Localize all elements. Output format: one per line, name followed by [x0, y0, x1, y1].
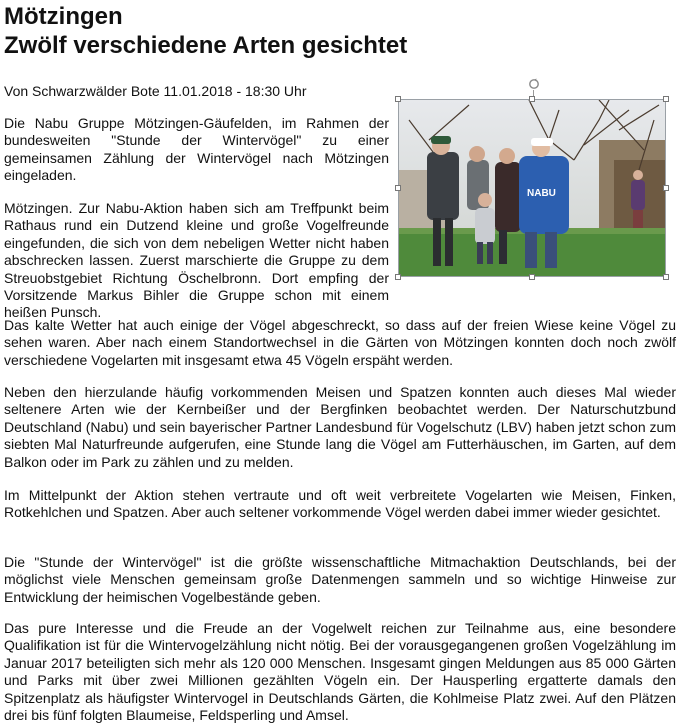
article-title	[4, 2, 680, 60]
resize-handle-n[interactable]	[529, 96, 535, 102]
paragraph-intro: Die Nabu Gruppe Mötzingen-Gäufelden, im Rahmen der bundesweiten "Stunde der Wintervögel" zu einer gemeinsamen Zählung der Wintervögel nach Mötzingen eingeladen.	[4, 115, 389, 184]
paragraph-results: Das pure Interesse und die Freude an der Vogelwelt reichen zur Teilnahme aus, eine besondere Qualifikation ist für die Wintervogelzählung nicht nötig. Bei der vorausgegangenen großen Vogelzählung im Januar 2017 beteiligten sich mehr als 120 000 Menschen. Insgesamt gingen Meldungen aus 85 000 Gärten und Parks mit über zwei Millionen gezählten Vögeln ein. Der Hausperling ergatterte damals den Spitzenplatz als häufigster Wintervogel in Deutschlands Gärten, die Kohlmeise Platz zwei. Auf den Plätzen drei bis fünf folgten Blaumeise, Feldsperling und Amsel.	[4, 620, 676, 724]
paragraph-weather: Das kalte Wetter hat auch einige der Vögel abgeschreckt, so dass auf der freien Wiese keine Vögel zu sehen waren. Aber nach einem Standortwechsel in die Gärten von Mötzingen konnten doch noch zwölf verschiedene Vogelarten mit insgesamt etwa 45 Vögeln erspäht werden.	[4, 317, 676, 368]
title-line-headline: Zwölf verschiedene Arten gesichtet	[4, 32, 408, 59]
paragraph-campaign: Die "Stunde der Wintervögel" ist die größte wissenschaftliche Mitmachaktion Deutschlands, bei der möglichst viele Menschen gemeinsam große Datenmengen sammeln und so wichtige Hinweise zur Entwicklung der heimischen Vogelbestände geben.	[4, 554, 676, 605]
resize-handle-e[interactable]	[663, 185, 669, 191]
title-line-location: Mötzingen	[4, 3, 123, 30]
paragraph-meeting: Mötzingen. Zur Nabu-Aktion haben sich am Treffpunkt beim Rathaus rund ein Dutzend kleine und große Vogelfreunde eingefunden, die sich von dem nebeligen Wetter nicht haben abschrecken lassen. Zuerst marschierte die Gruppe zu dem Streuobstgebiet Richtung Öschelbronn. Dort empfing der Vorsitzende Markus Bihler die Gruppe schon mit einem heißen Punsch.	[4, 200, 389, 321]
byline: Von Schwarzwälder Bote 11.01.2018 - 18:30 Uhr	[4, 83, 307, 99]
resize-handle-se[interactable]	[663, 274, 669, 280]
paragraph-species: Neben den hierzulande häufig vorkommenden Meisen und Spatzen konnten auch dieses Mal wieder seltenere Arten wie der Kernbeißer und der Bergfinken beobachtet werden. Der Naturschutzbund Deutschland (Nabu) und sein bayerischer Partner Landesbund für Vogelschutz (LBV) haben jetzt schon zum siebten Mal Naturfreunde aufgerufen, eine Stunde lang die Vögel am Futterhäuschen, im Garten, auf dem Balkon oder im Park zu zählen und zu melden.	[4, 384, 676, 470]
resize-handle-s[interactable]	[529, 274, 535, 280]
resize-handle-nw[interactable]	[395, 96, 401, 102]
article-photo[interactable]	[398, 99, 666, 277]
birdwatchers-photo	[399, 100, 665, 276]
resize-handle-sw[interactable]	[395, 274, 401, 280]
paragraph-focus: Im Mittelpunkt der Aktion stehen vertraute und oft weit verbreitete Vogelarten wie Meisen, Finken, Rotkehlchen und Spatzen. Aber auch seltener vorkommende Vögel werden dabei immer wieder gesichtet.	[4, 487, 676, 521]
rotate-handle-icon[interactable]	[528, 78, 540, 90]
nabu-badge: NABU	[527, 188, 556, 199]
resize-handle-w[interactable]	[395, 185, 401, 191]
resize-handle-ne[interactable]	[663, 96, 669, 102]
